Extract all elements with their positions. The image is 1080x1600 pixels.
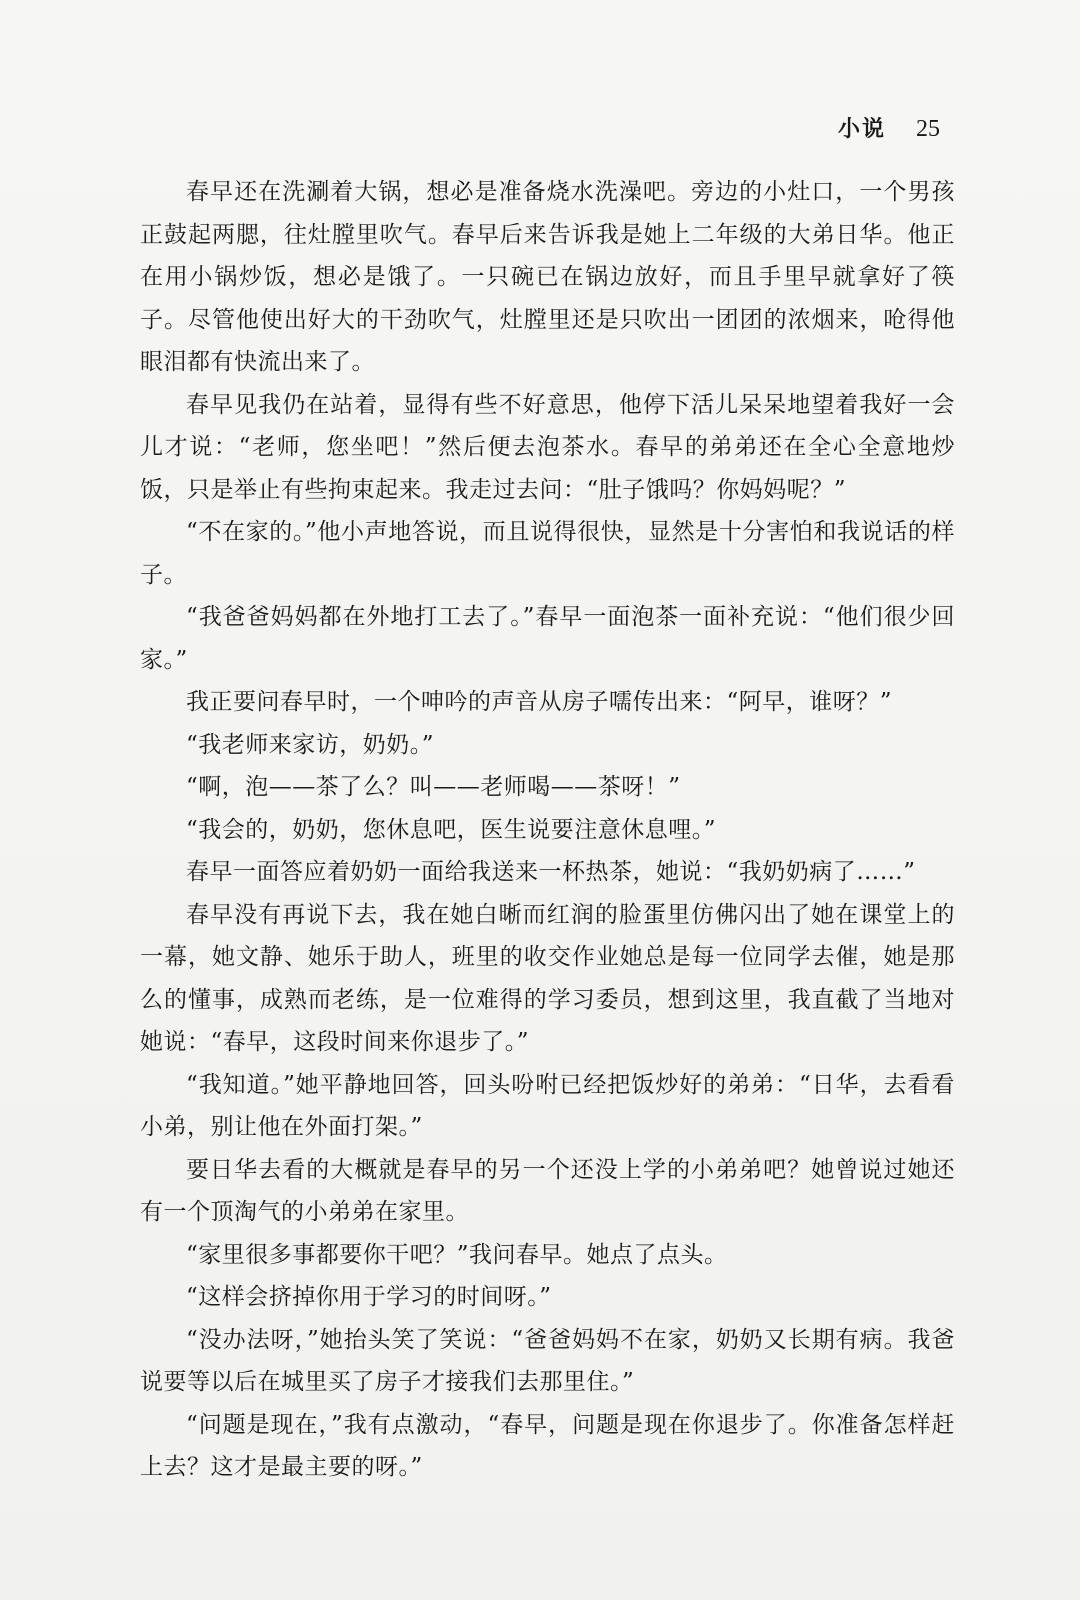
paragraph: “这样会挤掉你用于学习的时间呀。” xyxy=(186,1284,552,1310)
paragraph: 春早没有再说下去，我在她白晰而红润的脸蛋里仿佛闪出了她在课堂上的一幕，她文静、她乐于助人，班里的收交作业她总是每一位同学去催，她是那么的懂事，成熟而老练，是一位难得的学习委员，想到这里，我直截了当地对她说：“春早，这段时间来你退步了。” xyxy=(140,901,955,1055)
page-number: 25 xyxy=(916,116,940,142)
paragraph: 要日华去看的大概就是春早的另一个还没上学的小弟弟吧？她曾说过她还有一个顶淘气的小弟弟在家里。 xyxy=(140,1156,955,1225)
paragraph: 春早一面答应着奶奶一面给我送来一杯热茶，她说：“我奶奶病了……” xyxy=(186,859,916,885)
paragraph: 春早还在洗涮着大锅，想必是准备烧水洗澡吧。旁边的小灶口，一个男孩正鼓起两腮，往灶膛里吹气。春早后来告诉我是她上二年级的大弟日华。他正在用小锅炒饭，想必是饿了。一只碗已在锅边放好，而且手里早就拿好了筷子。尽管他使出好大的干劲吹气，灶膛里还是只吹出一团团的浓烟来，呛得他眼泪都有快流出来了。 xyxy=(140,179,955,375)
paragraph: 我正要问春早时，一个呻吟的声音从房子嚅传出来：“阿早，谁呀？” xyxy=(186,689,893,715)
paragraph: “问题是现在，”我有点激动，“春早，问题是现在你退步了。你准备怎样赶上去？这才是最主要的呀。” xyxy=(140,1411,955,1480)
paragraph: “我会的，奶奶，您休息吧，医生说要注意休息哩。” xyxy=(186,816,717,843)
paragraph: “不在家的。”他小声地答说，而且说得很快，显然是十分害怕和我说话的样子。 xyxy=(140,519,955,588)
paragraph: “我知道。”她平静地回答，回头吩咐已经把饭炒好的弟弟：“日华，去看看小弟，别让他在外面打架。” xyxy=(140,1071,955,1140)
paragraph: “家里很多事都要你干吧？”我问春早。她点了点头。 xyxy=(186,1241,728,1268)
paragraph: “啊，泡——茶了么？叫——老师喝——茶呀！” xyxy=(186,774,681,800)
paragraph: 春早见我仍在站着，显得有些不好意思，他停下活儿呆呆地望着我好一会儿才说：“老师，您坐吧！”然后便去泡茶水。春早的弟弟还在全心全意地炒饭，只是举止有些拘束起来。我走过去问：“肚子饿吗？你妈妈呢？” xyxy=(140,391,955,503)
paragraph: “我老师来家访，奶奶。” xyxy=(186,731,435,758)
paragraph: “没办法呀，”她抬头笑了笑说：“爸爸妈妈不在家，奶奶又长期有病。我爸说要等以后在城里买了房子才接我们去那里住。” xyxy=(140,1326,955,1395)
body-text xyxy=(140,171,955,1489)
paragraph: “我爸爸妈妈都在外地打工去了。”春早一面泡茶一面补充说：“他们很少回家。” xyxy=(140,604,955,673)
running-header xyxy=(838,112,940,143)
section-title: 小说 xyxy=(837,117,886,142)
